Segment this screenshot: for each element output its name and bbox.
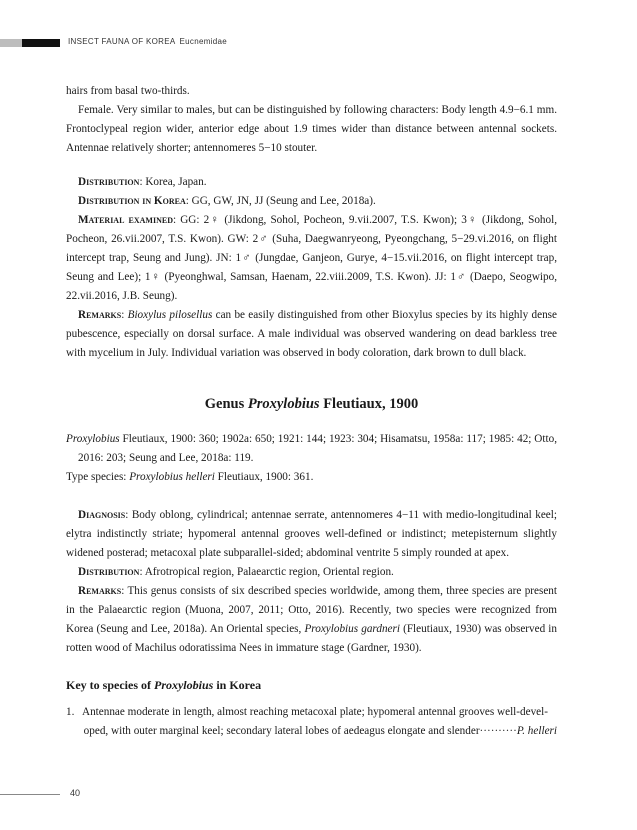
para-material: Material examined: GG: 2♀ (Jikdong, Sohol, Pocheon, 9.vii.2007, T.S. Kwon); 3♀ (Jikdong, Sohol, Pocheon, 26.vii.2007, T.S. Kwon). GW: 2♂ (Suha, Daegwanryeong, Pyeongchang, 5−29.vi.2016, on flight intercept trap, Seung and Jung). JN: 1♂ (Jungdae, Ganjeon, Gurye, 4−15.vii.2016, on flight intercept trap, Seung and Lee); 1♀ (Pyeonghwal, Samsan, Haenam, 22.viii.2009, T.S. Kwon). JJ: 1♂ (Daepo, Seogwipo, 22.vii.2016, J.B. Seung).	[66, 214, 558, 302]
header-series: INSECT FAUNA OF KOREA	[68, 37, 176, 46]
para-diagnosis: Diagnosis: Body oblong, cylindrical; antennae serrate, antennomeres 4−11 with medio-longitudinal keel; elytra indistinctly striate; hypomeral antennal grooves well-defined or indistinct; metepisternum slightly widened posterad; metacoxal plate subparallel-sided; abdominal ventrite 5 simply rounded at apex.	[66, 509, 557, 559]
para-hairs: hairs from basal two-thirds.	[66, 85, 190, 97]
key-species: P. helleri	[516, 725, 557, 737]
distribution-genus-label: Distribution	[78, 566, 140, 578]
para-remarks-genus: Remarks: This genus consists of six described species worldwide, among them, three species are present in the Palaearctic region (Muona, 2007, 2011; Otto, 2016). Recently, two species were recognized from Korea (Seung and Lee, 2018a). An Oriental species, Proxylobius gardneri (Fleutiaux, 1930) was observed in rotten wood of Machilus odoratissima Nees in immature stage (Gardner, 1930).	[66, 585, 557, 654]
genus-heading: Genus Proxylobius Fleutiaux, 1900	[204, 396, 419, 412]
para-female: Female. Very similar to males, but can be distinguished by following characters: Body length 4.9−6.1 mm. Frontoclypeal region wider, anterior edge about 1.9 times wider than distance between antennal sockets. Antennae relatively shorter; antennomeres 5−10 stouter.	[66, 104, 557, 154]
key-number: 1.	[66, 706, 75, 718]
species-name: Bioxylus pilosellus	[127, 309, 213, 321]
page-body	[66, 82, 557, 741]
diagnosis-label: Diagnosis	[78, 509, 126, 521]
header-black-bar	[22, 39, 60, 47]
remarks-genus-label: Remarks	[78, 585, 122, 597]
header-gray-bar	[0, 39, 22, 47]
para-distribution-genus: Distribution: Afrotropical region, Palaearctic region, Oriental region.	[78, 566, 394, 578]
key-heading: Key to species of Proxylobius in Korea	[66, 678, 262, 692]
key-leader-dots: ··········	[479, 725, 517, 737]
para-distribution: Distribution: Korea, Japan.	[78, 176, 207, 188]
running-header	[0, 37, 637, 51]
material-label: Material examined	[78, 214, 173, 226]
header-family: Eucnemidae	[179, 37, 227, 46]
para-distribution-korea: Distribution in Korea: GG, GW, JN, JJ (Seung and Lee, 2018a).	[78, 195, 376, 207]
footer-rule	[0, 794, 60, 795]
key-couplet-text: Antennae moderate in length, almost reaching metacoxal plate; hypomeral antennal grooves well-devel-	[82, 706, 548, 718]
page-number: 40	[70, 788, 81, 798]
header-text	[68, 37, 227, 46]
key-couplet	[66, 703, 557, 741]
para-remarks: Remarks: Bioxylus pilosellus can be easily distinguished from other Bioxylus species by its highly dense pubescence, especially on dorsal surface. A male individual was observed wandering on dead barkless tree with mycelium in July. Individual variation was observed in body coloration, dark brown to dull black.	[66, 309, 557, 359]
para-type-species: Type species: Proxylobius helleri Fleutiaux, 1900: 361.	[66, 471, 314, 483]
key-couplet-last-line: oped, with outer marginal keel; secondary lateral lobes of aedeagus elongate and slender··········P. helleri	[83, 725, 557, 737]
para-synonymy: Proxylobius Fleutiaux, 1900: 360; 1902a: 650; 1921: 144; 1923: 304; Hisamatsu, 1958a: 117; 1985: 42; Otto, 2016: 203; Seung and Lee, 2018a: 119.	[66, 433, 557, 464]
distribution-korea-label: Distribution in Korea	[78, 195, 186, 207]
distribution-label: Distribution	[78, 176, 140, 188]
remarks-label: Remarks	[78, 309, 122, 321]
